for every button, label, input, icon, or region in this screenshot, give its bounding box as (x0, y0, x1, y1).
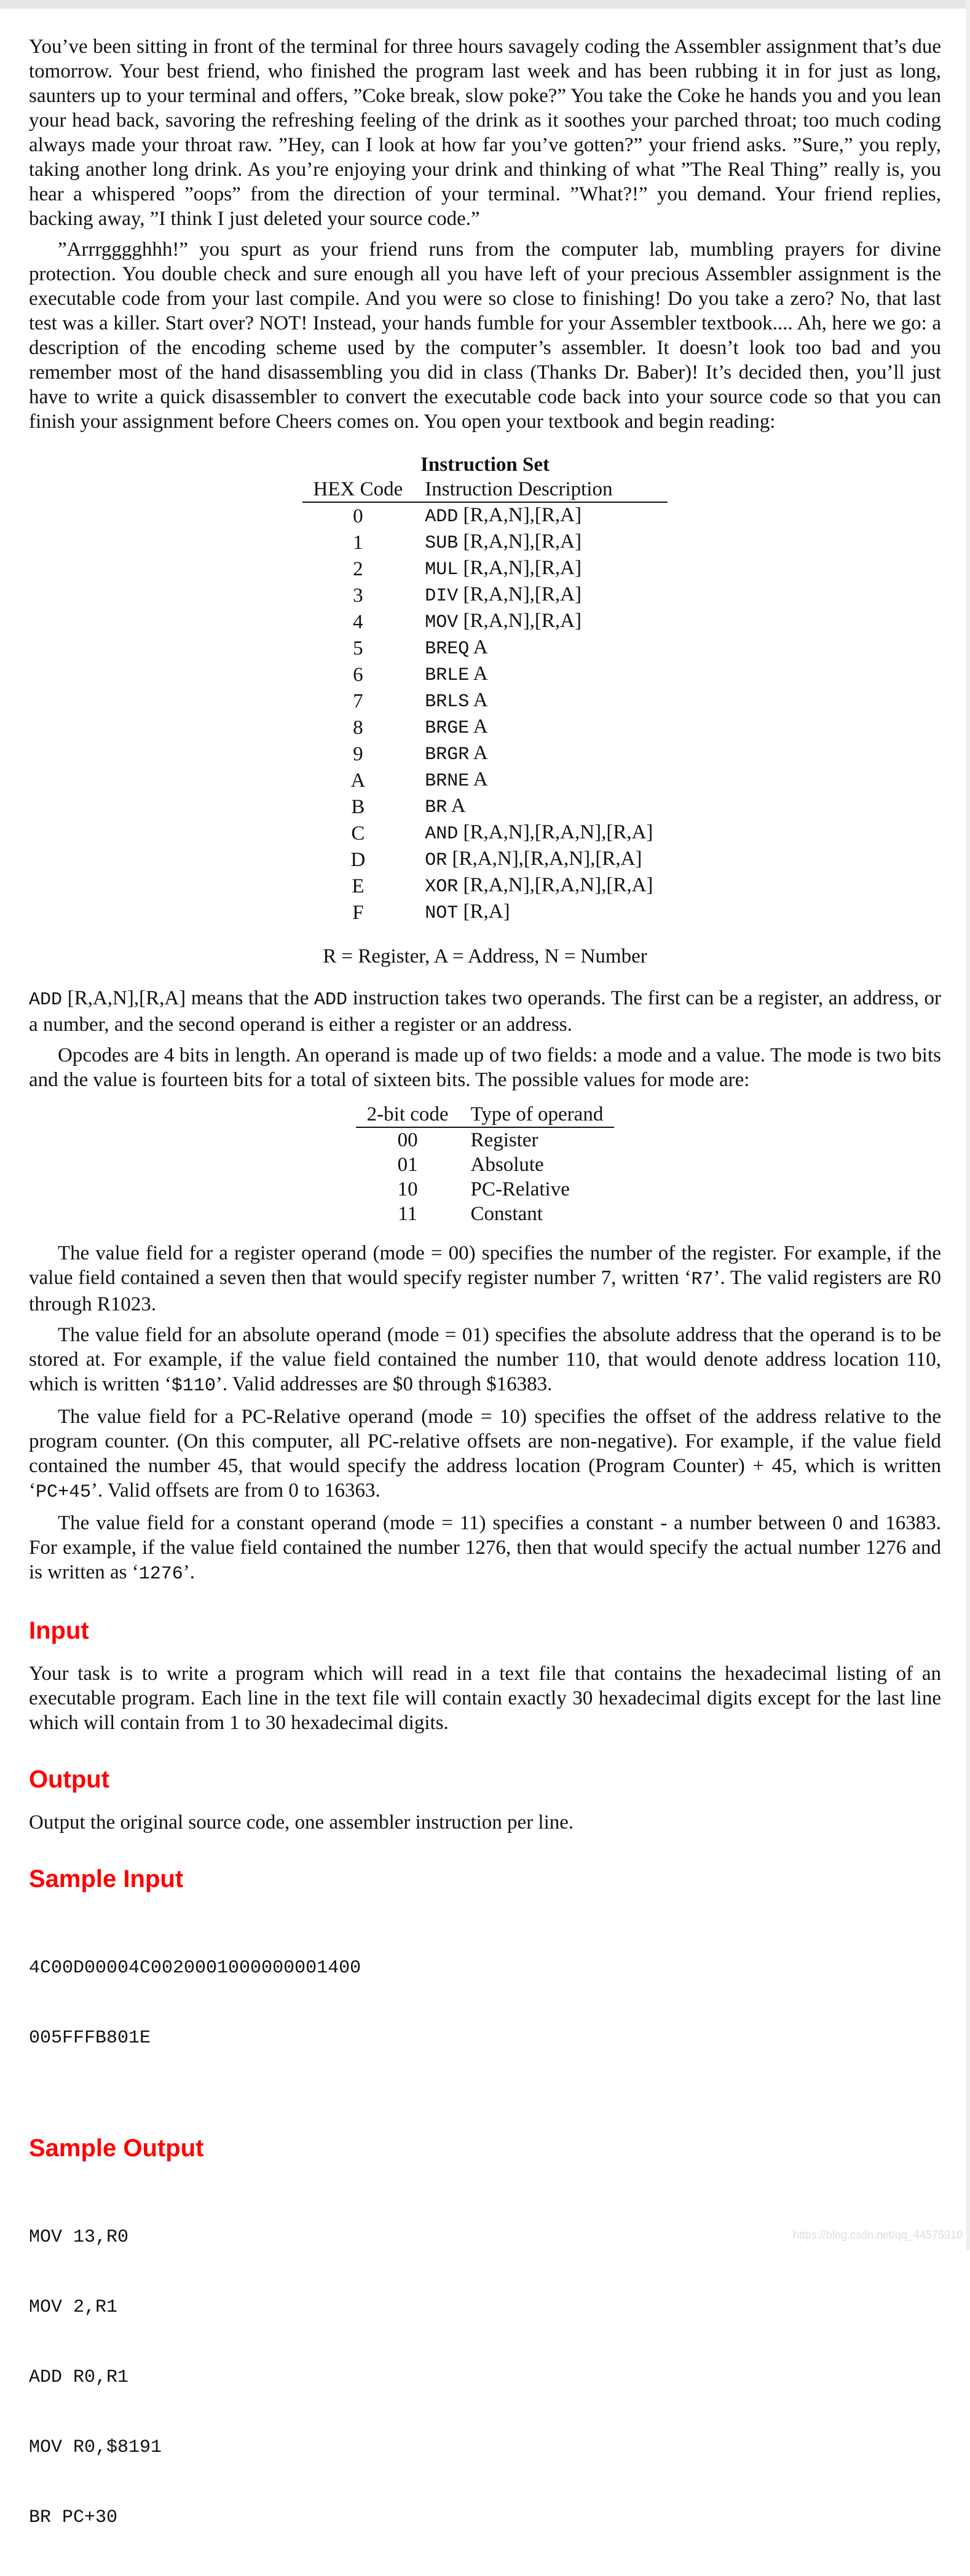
instruction-row (302, 661, 668, 688)
mnemonic: NOT (425, 903, 459, 924)
hex-code: 5 (353, 637, 363, 660)
sample-output-line: MOV 13,R0 (29, 2227, 129, 2248)
operands: A (473, 689, 488, 711)
mode-code: 11 (398, 1203, 417, 1225)
text: instruction takes two operands. The first can be a register, an address, or a number, and the second operand is either a register or an address. (29, 987, 941, 1036)
instruction-row (302, 688, 668, 714)
text: ’. (183, 1561, 195, 1583)
sample-input-line: 005FFFB801E (29, 2028, 151, 2049)
instruction-row (302, 582, 668, 609)
input-text: Your task is to write a program which will read in a text file that contains the hexadecimal listing of an executable program. Each line in the text file will contain exactly 30 hexadecimal digits except for the last line which will contain from 1 to 30 hexadecimal digits. (29, 1663, 941, 1734)
mnemonic: AND (425, 824, 459, 845)
operands: A (473, 742, 488, 764)
code-add: ADD (29, 990, 63, 1010)
mnemonic: BRNE (425, 771, 470, 792)
instruction-description (414, 767, 668, 794)
mnemonic: BR (425, 797, 448, 818)
operands: A (473, 768, 488, 790)
opcodes-paragraph: Opcodes are 4 bits in length. An operand is made up of two fields: a mode and a value. The mode is two bits and the value is fourteen bits for a total of sixteen bits. The possible values for mode are: (29, 1044, 941, 1091)
example-code: $110 (171, 1376, 216, 1396)
mode-code: 00 (397, 1129, 418, 1151)
instruction-description (414, 556, 668, 582)
instruction-row (302, 502, 668, 529)
instruction-description (414, 873, 668, 899)
sample-input-line: 4C00D00004C0020001000000001400 (29, 1958, 361, 1979)
instruction-row (302, 714, 668, 741)
mnemonic: OR (425, 850, 448, 871)
mode-paragraph (29, 1511, 941, 1586)
example-code: R7 (691, 1269, 714, 1290)
intro-paragraph-2: ”Arrrgggghhh!” you spurt as your friend runs from the computer lab, mumbling prayers for divine protection. You double check and sure enough all you have left of your precious Assembler assignment is the executable code from your last compile. And you were so close to finishing! Do you take a zero? No, that last test was a killer. Start over? NOT! Instead, your hands fumble for your Assembler textbook.... Ah, here we go: a description of the encoding scheme used by the computer’s assembler. It doesn’t look too bad and you remember most of the hand disassembling you did in class (Thanks Dr. Baber)! It’s decided then, you’ll just have to write a quick disassembler to convert the executable code back into your source code so that you can finish your assignment before Cheers comes on. You open your textbook and begin reading: (29, 238, 941, 433)
instruction-row (302, 556, 668, 582)
mode-type: PC-Relative (470, 1178, 570, 1200)
mnemonic: MOV (425, 612, 459, 633)
instruction-table-caption: Instruction Set (420, 454, 550, 476)
intro-paragraph-1: You’ve been sitting in front of the terminal for three hours savagely coding the Assembler assignment that’s due tomorrow. Your best friend, who finished the program last week and has been rubbing it in for just as long, saunters up to your terminal and offers, ”Coke break, slow poke?” You take the Coke he hands you and you lean your head back, savoring the refreshing feeling of the drink as it soothes your parched throat; too much coding always made your throat raw. ”Hey, can I look at how far you’ve gotten?” your friend asks. ”Sure,” you reply, taking another long drink. As you’re enjoying your drink and thinking of what ”The Real Thing” really is, you hear a whispered ”oops” from the direction of your terminal. ”What?!” you demand. Your friend replies, backing away, ”I think I just deleted your source code.” (29, 36, 941, 230)
output-heading: Output (29, 1766, 110, 1793)
header-type-of-operand: Type of operand (460, 1102, 615, 1127)
instruction-row (302, 609, 668, 635)
instruction-description (414, 846, 668, 873)
hex-code: 8 (353, 716, 363, 739)
mode-type: Absolute (470, 1154, 544, 1176)
instruction-table (302, 477, 668, 926)
hex-code: E (352, 875, 365, 897)
sample-output-line: MOV R0,$8191 (29, 2437, 162, 2458)
operands: A (473, 636, 488, 658)
mnemonic: ADD (425, 506, 459, 527)
operands: [R,A,N],[R,A] (463, 504, 582, 526)
operands: [R,A] (463, 900, 510, 923)
hex-code: 9 (353, 742, 363, 765)
instruction-description (414, 714, 668, 741)
header-2bit-code: 2-bit code (356, 1102, 460, 1127)
instruction-row (302, 846, 668, 873)
example-code: 1276 (138, 1564, 183, 1585)
sample-output-line: ADD R0,R1 (29, 2367, 129, 2388)
operands: [R,A,N],[R,A] (463, 557, 582, 579)
problem-document (29, 34, 941, 2576)
code-add: ADD (314, 990, 348, 1010)
operands: [R,A,N],[R,A,N],[R,A] (463, 874, 653, 896)
hex-code: 0 (353, 505, 363, 527)
text: The value field for a PC-Relative operand (mode = 10) specifies the offset of the address relative to the program counter. (On this computer, all PC-relative offsets are non-negative). For example, if the value field contained the number 45, that would specify the address location (Program Counter) + 45, which is written ‘ (29, 1406, 941, 1502)
sample-input-block (29, 1910, 941, 2097)
hex-code: C (351, 822, 365, 845)
hex-code: D (350, 848, 366, 871)
sample-output-heading: Sample Output (29, 2135, 204, 2162)
instruction-row (302, 873, 668, 899)
mode-paragraph (29, 1323, 941, 1398)
mode-code: 10 (397, 1178, 418, 1200)
instruction-row (302, 767, 668, 794)
sample-input-heading: Sample Input (29, 1865, 184, 1893)
mnemonic: BRGE (425, 718, 470, 739)
instruction-description (414, 529, 668, 556)
operands: [R,A,N],[R,A,N],[R,A] (452, 848, 642, 870)
watermark: https://blog.csdn.net/qq_44575910 (792, 2229, 963, 2241)
mode-type: Register (470, 1129, 538, 1151)
text: ’. Valid addresses are $0 through $16383. (215, 1373, 553, 1395)
mode-type: Constant (470, 1203, 543, 1225)
scrollbar[interactable] (966, 0, 970, 2250)
hex-code: F (352, 901, 364, 924)
mnemonic: BRLE (425, 665, 470, 686)
instruction-row (302, 741, 668, 767)
hex-code: B (351, 795, 365, 818)
instruction-description (414, 661, 668, 688)
operands: A (473, 663, 488, 685)
instruction-description (414, 899, 668, 926)
operands: [R,A,N],[R,A] (463, 583, 582, 605)
mnemonic: BREQ (425, 639, 470, 660)
hex-code: A (350, 769, 366, 792)
mode-row (356, 1152, 615, 1177)
sample-output-line: BR PC+30 (29, 2507, 118, 2528)
text: The value field for a constant operand (mode = 11) specifies a constant - a number between 0 and 16383. For example, if the value field contained the number 1276, then that would specify the actual number 1276 and is written as ‘ (29, 1512, 941, 1583)
instruction-row (302, 635, 668, 661)
mode-row (356, 1127, 615, 1152)
mode-row (356, 1202, 615, 1226)
add-note-paragraph (29, 986, 941, 1037)
hex-code: 1 (353, 531, 363, 554)
operands: [R,A,N],[R,A] (463, 610, 582, 632)
hex-code: 4 (353, 610, 363, 633)
top-bar (0, 0, 970, 9)
header-instruction-description: Instruction Description (414, 477, 668, 502)
text: ’. Valid offsets are from 0 to 16363. (91, 1479, 381, 1502)
text: [R,A,N],[R,A] means that the (62, 987, 315, 1009)
operands: [R,A,N],[R,A,N],[R,A] (463, 821, 653, 843)
instruction-description (414, 502, 668, 529)
hex-code: 2 (353, 557, 363, 580)
text: The value field for an absolute operand (mode = 01) specifies the absolute address that the operand is to be stored at. For example, if the value field contained the number 110, that would denote address location 110, which is written ‘ (29, 1324, 941, 1395)
mnemonic: XOR (425, 876, 459, 897)
instruction-row (302, 899, 668, 926)
mnemonic: BRLS (425, 691, 470, 712)
instruction-description (414, 820, 668, 846)
mode-paragraph (29, 1241, 941, 1317)
mnemonic: DIV (425, 586, 459, 607)
mnemonic: SUB (425, 533, 459, 554)
operands: [R,A,N],[R,A] (463, 530, 582, 553)
hex-code: 3 (353, 584, 363, 607)
instruction-description (414, 582, 668, 609)
mode-paragraph (29, 1404, 941, 1505)
operands: A (473, 715, 488, 738)
mnemonic: BRGR (425, 744, 470, 765)
instruction-row (302, 794, 668, 820)
mnemonic: MUL (425, 559, 459, 580)
text: ’. The valid registers are R0 through R1023. (29, 1267, 941, 1315)
output-text: Output the original source code, one assembler instruction per line. (29, 1811, 574, 1834)
operand-legend: R = Register, A = Address, N = Number (323, 945, 647, 967)
input-heading: Input (29, 1617, 89, 1644)
instruction-row (302, 820, 668, 846)
operands: A (451, 795, 466, 817)
instruction-description (414, 609, 668, 635)
instruction-row (302, 529, 668, 556)
mode-code: 01 (397, 1154, 418, 1176)
hex-code: 7 (353, 690, 363, 712)
header-hex-code: HEX Code (302, 477, 414, 502)
sample-output-line: MOV 2,R1 (29, 2297, 118, 2318)
instruction-description (414, 794, 668, 820)
instruction-description (414, 688, 668, 714)
example-code: PC+45 (36, 1482, 92, 1503)
mode-row (356, 1177, 615, 1202)
hex-code: 6 (353, 663, 363, 686)
mode-table (356, 1102, 615, 1226)
instruction-description (414, 635, 668, 661)
instruction-description (414, 741, 668, 767)
text: The value field for a register operand (mode = 00) specifies the number of the register. For example, if the value field contained a seven then that would specify register number 7, written ‘ (29, 1242, 941, 1289)
